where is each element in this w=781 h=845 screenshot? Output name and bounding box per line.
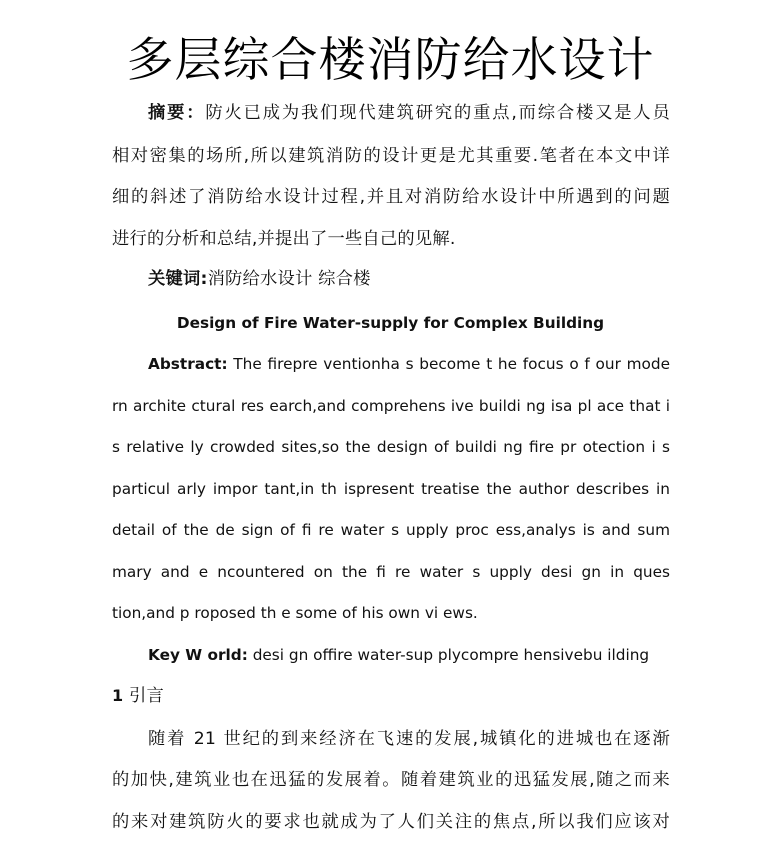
abstract-en-paragraph-line-1 [148,353,670,375]
keywords-cn-text: 消防给水设计 综合楼 [207,269,371,289]
abstract-en-line: s relative ly crowded sites,so the design of buildi ng fire pr otection i s [112,438,670,456]
abstract-en-line: rn archite ctural res earch,and comprehens ive buildi ng isa pl ace that i [112,397,670,415]
abstract-cn-line: 相对密集的场所,所以建筑消防的设计更是尤其重要.笔者在本文中详 [112,146,670,166]
abstract-cn-line: 进行的分析和总结,并提出了一些自己的见解. [112,229,456,249]
abstract-en-line: detail of the de sign of fi re water s upply proc ess,analys is and sum [112,521,670,539]
abstract-cn-label: 摘要： [148,103,206,123]
keywords-en-text: desi gn offire water-sup plycompre hensivebu ilding [247,646,650,664]
keywords-en [148,644,670,666]
abstract-cn-line: 细的斜述了消防给水设计过程,并且对消防给水设计中所遇到的问题 [112,187,670,207]
abstract-cn-paragraph-line-1 [148,102,670,124]
abstract-en-line: mary and e ncountered on the fi re water s upply desi gn in ques [112,563,670,581]
keywords-en-label: Key W orld: [148,646,248,664]
abstract-en-line: particul arly impor tant,in th ispresent treatise the author describes in [112,480,670,498]
abstract-cn-first-line: 防火已成为我们现代建筑研究的重点,而综合楼又是人员 [205,103,670,123]
keywords-cn-label: 关键词: [148,269,208,289]
document-title: 多层综合楼消防给水设计 [126,33,655,88]
section-heading-text: 引言 [123,686,164,706]
section-paragraph-line: 的加快,建筑业也在迅猛的发展着。随着建筑业的迅猛发展,随之而来 [112,770,670,790]
section-paragraph-line: 随着 21 世纪的到来经济在飞速的发展,城镇化的进城也在逐渐 [148,729,670,749]
abstract-en-line: tion,and p roposed th e some of his own vi ews. [112,604,478,622]
section-paragraph-line: 的来对建筑防火的要求也就成为了人们关注的焦点,所以我们应该对 [112,812,670,832]
english-title: Design of Fire Water-supply for Complex Building [176,314,605,332]
section-heading [112,685,670,707]
abstract-en-first-line: The firepre ventionha s become t he focus o f our mode [227,355,670,373]
abstract-en-label: Abstract: [148,355,228,373]
keywords-cn [148,268,670,290]
section-number: 1 [112,686,124,705]
